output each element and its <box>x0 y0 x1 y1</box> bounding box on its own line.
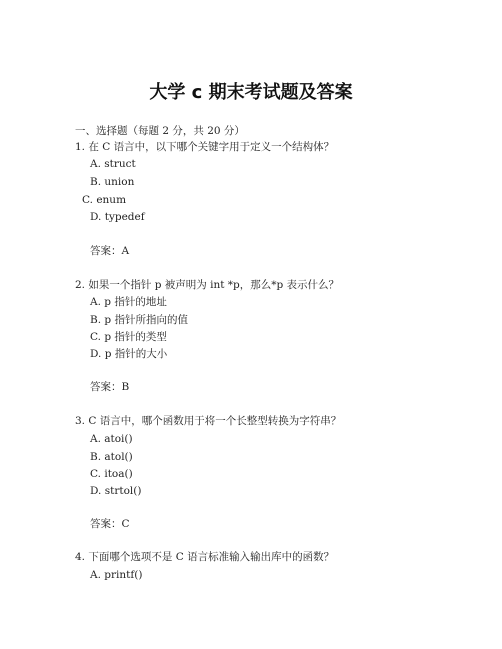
question-4-text: 4. 下面哪个选项不是 C 语言标准输入输出库中的函数？ <box>75 551 335 563</box>
question-3-option-c: C. itoa() <box>90 468 133 480</box>
question-2-option-a: A. p 指针的地址 <box>90 296 167 308</box>
question-3-option-d: D. strtol() <box>90 485 142 497</box>
question-3-option-a: A. atoi() <box>90 433 133 445</box>
question-1-answer: 答案：A <box>90 245 130 257</box>
question-2-option-d: D. p 指针的大小 <box>90 348 168 360</box>
question-2-option-c: C. p 指针的类型 <box>90 331 167 343</box>
question-4-option-a: A. printf() <box>90 569 143 581</box>
question-2-answer: 答案：B <box>90 381 130 393</box>
question-2-text: 2. 如果一个指针 p 被声明为 int *p，那么*p 表示什么？ <box>75 279 340 291</box>
question-2-option-b: B. p 指针所指向的值 <box>90 314 188 326</box>
question-3-text: 3. C 语言中，哪个函数用于将一个长整型转换为字符串？ <box>75 415 342 427</box>
question-3-answer: 答案：C <box>90 518 130 530</box>
question-1-option-d: D. typedef <box>90 211 145 223</box>
question-1-option-b: B. union <box>90 176 135 188</box>
question-1-option-c: C. enum <box>82 194 127 206</box>
question-3-option-b: B. atol() <box>90 451 133 463</box>
question-1-text: 1. 在 C 语言中，以下哪个关键字用于定义一个结构体？ <box>75 141 335 153</box>
question-1-option-a: A. struct <box>90 158 136 170</box>
document-title: 大学 c 期末考试题及答案 <box>149 82 353 103</box>
section-heading: 一、选择题（每题 2 分，共 20 分） <box>75 125 245 137</box>
